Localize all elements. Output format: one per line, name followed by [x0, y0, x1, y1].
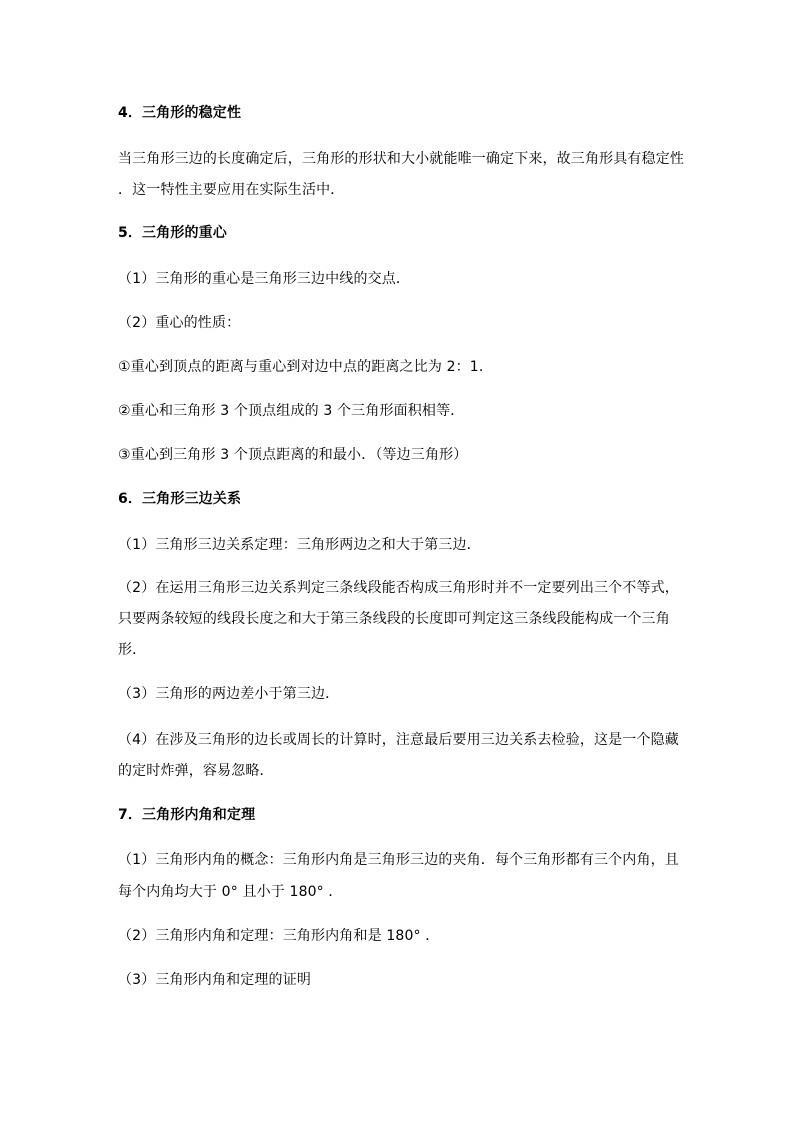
section-5-item-2: （2）重心的性质：	[118, 315, 241, 331]
section-4-line-1: 当三角形三边的长度确定后，三角形的形状和大小就能唯一确定下来，故三角形具有稳定性	[118, 151, 684, 167]
section-7-item-1-line-1: （1）三角形内角的概念：三角形内角是三角形三边的夹角．每个三角形都有三个内角，且	[118, 852, 679, 868]
section-5-property-1: ①重心到顶点的距离与重心到对边中点的距离之比为 2：1．	[118, 359, 494, 375]
section-6-item-4-line-1: （4）在涉及三角形的边长或周长的计算时，注意最后要用三边关系去检验，这是一个隐藏	[118, 732, 679, 748]
section-7-item-3: （3）三角形内角和定理的证明	[118, 972, 312, 988]
section-7-heading: 7．三角形内角和定理	[118, 807, 256, 823]
section-7-item-1-line-2: 每个内角均大于 0° 且小于 180° ．	[118, 884, 343, 900]
section-6-item-4-line-2: 的定时炸弹，容易忽略．	[118, 763, 274, 779]
section-7-item-2: （2）三角形内角和定理：三角形内角和是 180° ．	[118, 928, 440, 944]
section-4-heading: 4．三角形的稳定性	[118, 105, 242, 121]
section-6-item-3: （3）三角形的两边差小于第三边．	[118, 686, 340, 702]
section-6-item-2-line-1: （2）在运用三角形三边关系判定三条线段能否构成三角形时并不一定要列出三个不等式，	[118, 580, 679, 596]
section-6-item-2-line-3: 形．	[118, 642, 147, 658]
section-6-item-1: （1）三角形三边关系定理：三角形两边之和大于第三边．	[118, 537, 481, 553]
section-6-heading: 6．三角形三边关系	[118, 491, 242, 507]
section-5-property-2: ②重心和三角形 3 个顶点组成的 3 个三角形面积相等．	[118, 403, 465, 419]
section-5-item-1: （1）三角形的重心是三角形三边中线的交点．	[118, 271, 411, 287]
section-4-line-2: ．这一特性主要应用在实际生活中．	[118, 182, 345, 198]
section-6-item-2-line-2: 只要两条较短的线段长度之和大于第三条线段的长度即可判定这三条线段能构成一个三角	[118, 611, 670, 627]
section-5-heading: 5．三角形的重心	[118, 225, 227, 241]
section-5-property-3: ③重心到三角形 3 个顶点距离的和最小．（等边三角形）	[118, 447, 468, 463]
